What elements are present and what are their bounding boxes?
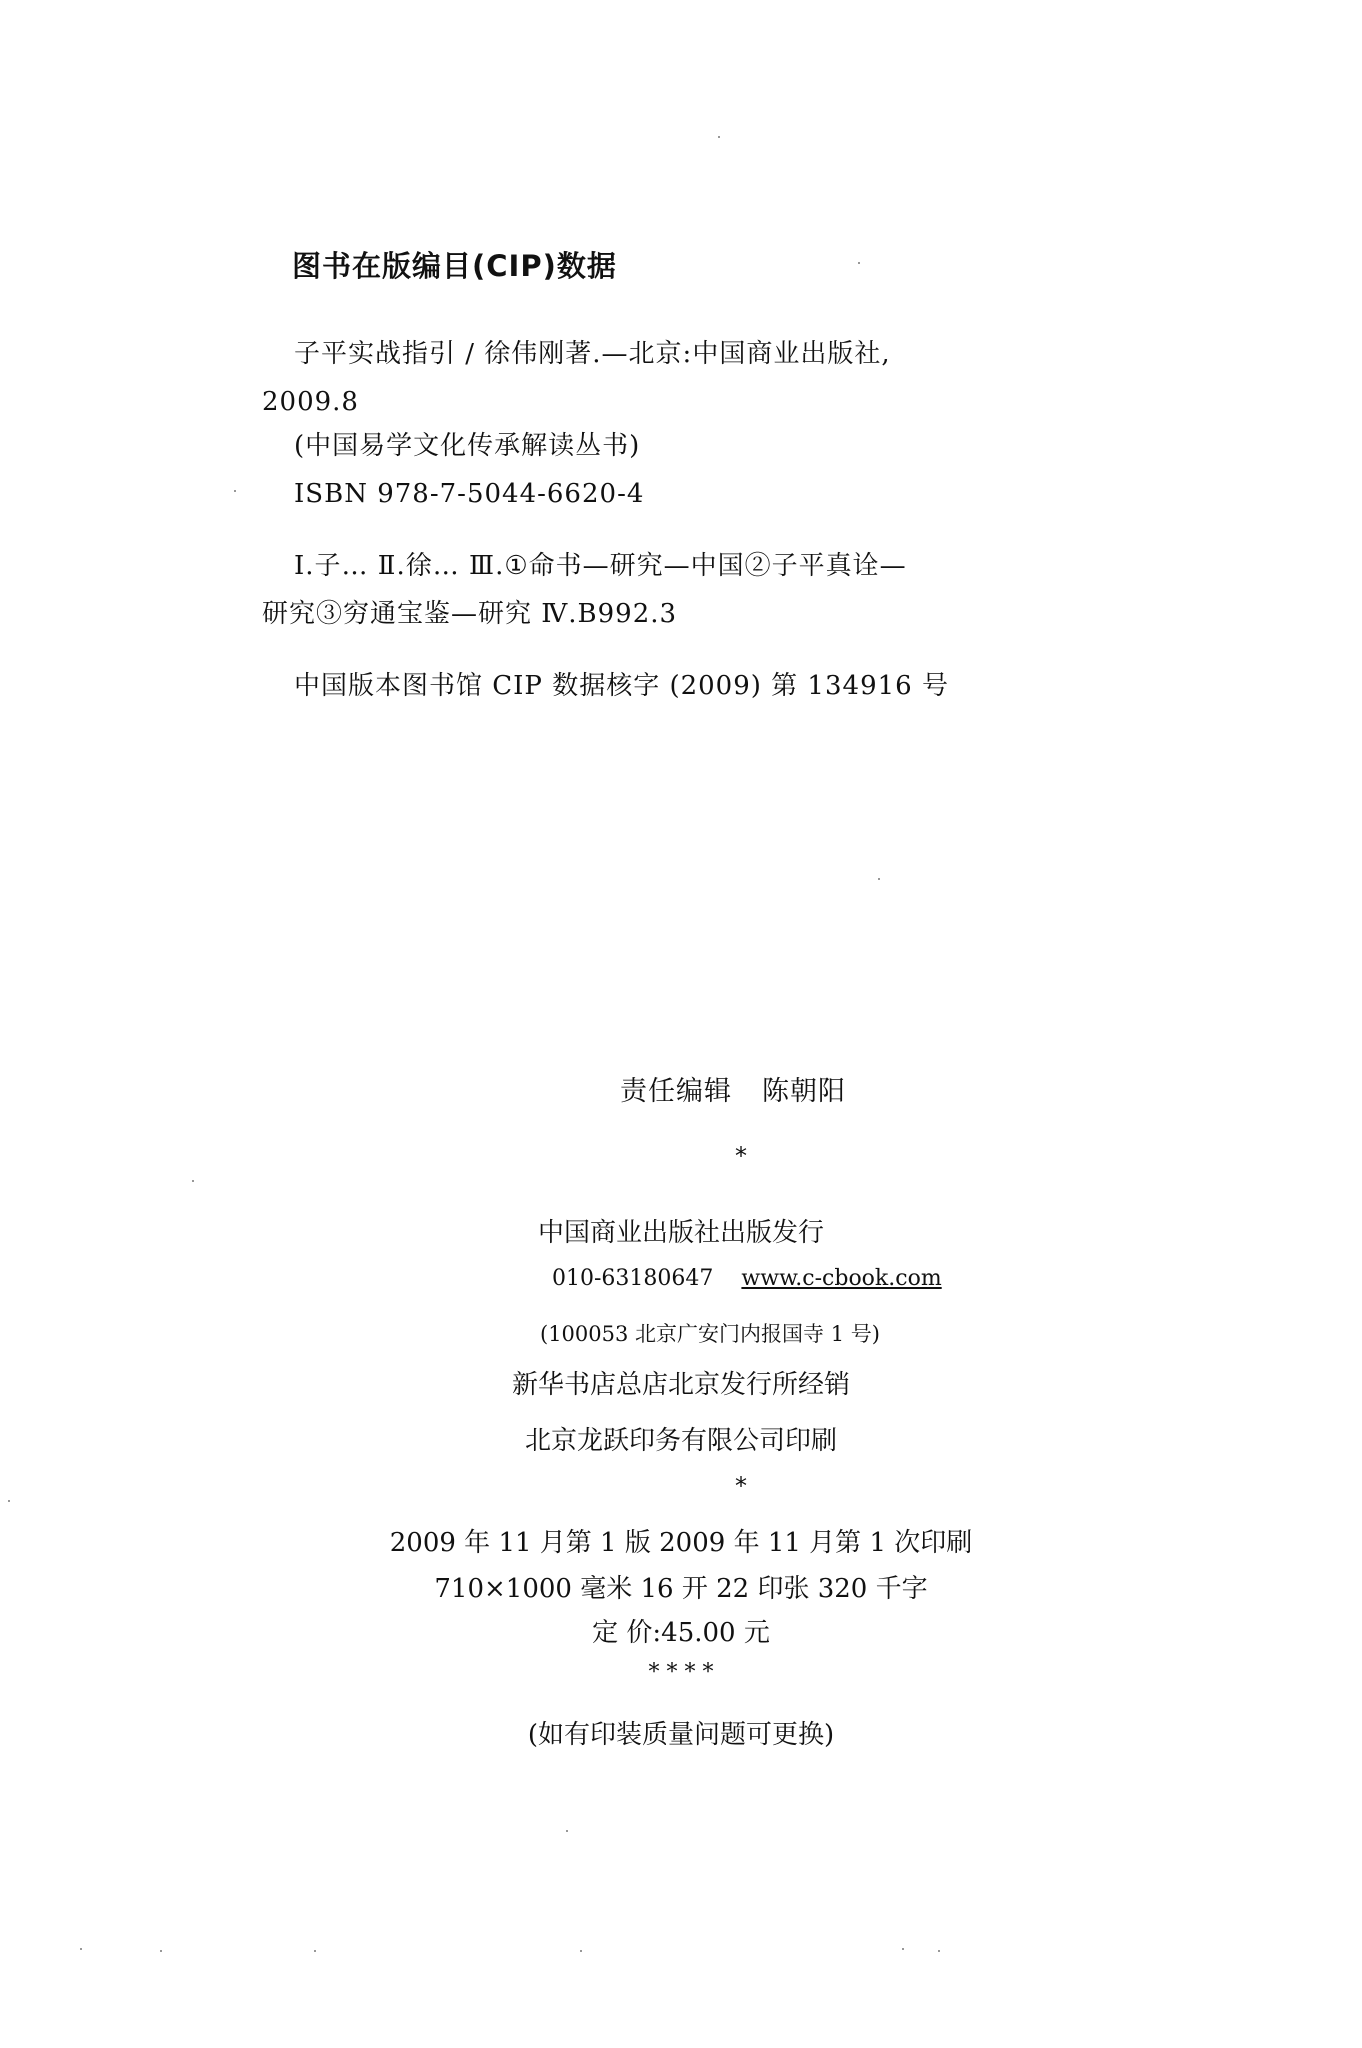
- edition-line: 2009 年 11 月第 1 版 2009 年 11 月第 1 次印刷: [389, 1528, 973, 1558]
- scan-speck: [192, 1180, 194, 1182]
- cip-isbn-line: ISBN 978-7-5044-6620-4: [294, 479, 645, 509]
- scan-speck: [858, 262, 860, 264]
- distributor-line: 新华书店总店北京发行所经销: [511, 1370, 850, 1400]
- editor-name: 陈朝阳: [762, 1076, 846, 1107]
- cip-subject-line-1: Ⅰ.子… Ⅱ.徐… Ⅲ.①命书—研究—中国②子平真诠—: [294, 551, 907, 581]
- publisher-line: 中国商业出版社出版发行: [537, 1218, 824, 1248]
- contact-line: [552, 1266, 942, 1291]
- responsible-editor: [620, 1069, 846, 1108]
- scan-speck: [160, 1950, 162, 1952]
- scan-speck: [938, 1950, 940, 1952]
- quality-notice: (如有印装质量问题可更换): [527, 1720, 835, 1750]
- scan-speck: [80, 1948, 82, 1950]
- scan-speck: [234, 490, 236, 492]
- editor-label: 责任编辑: [620, 1076, 732, 1107]
- price-line: 定 价:45.00 元: [592, 1618, 770, 1648]
- scan-speck: [902, 1948, 904, 1950]
- cip-heading: 图书在版编目(CIP)数据: [292, 249, 617, 283]
- cip-subject-line-2: 研究③穷通宝鉴—研究 Ⅳ.B992.3: [262, 599, 678, 629]
- cip-title-line: 子平实战指引 / 徐伟刚著.—北京:中国商业出版社,: [294, 339, 891, 369]
- separator-star-2: *: [735, 1472, 747, 1500]
- cip-date-line: 2009.8: [262, 387, 359, 417]
- cip-series-line: (中国易学文化传承解读丛书): [294, 431, 641, 461]
- cip-core-line: 中国版本图书馆 CIP 数据核字 (2009) 第 134916 号: [294, 671, 949, 701]
- scan-speck: [718, 136, 720, 138]
- separator-stars: * * * *: [648, 1660, 714, 1685]
- scan-speck: [8, 1500, 10, 1502]
- website-link[interactable]: www.c-cbook.com: [741, 1266, 942, 1291]
- scan-speck: [580, 1950, 582, 1952]
- publisher-address: (100053 北京广安门内报国寺 1 号): [540, 1322, 880, 1346]
- phone-number: 010-63180647: [552, 1266, 714, 1291]
- printer-line: 北京龙跃印务有限公司印刷: [524, 1426, 837, 1456]
- scan-speck: [566, 1830, 568, 1832]
- format-line: 710×1000 毫米 16 开 22 印张 320 千字: [434, 1574, 928, 1604]
- scan-speck: [878, 878, 880, 880]
- scan-speck: [314, 1950, 316, 1952]
- separator-star: *: [735, 1142, 747, 1170]
